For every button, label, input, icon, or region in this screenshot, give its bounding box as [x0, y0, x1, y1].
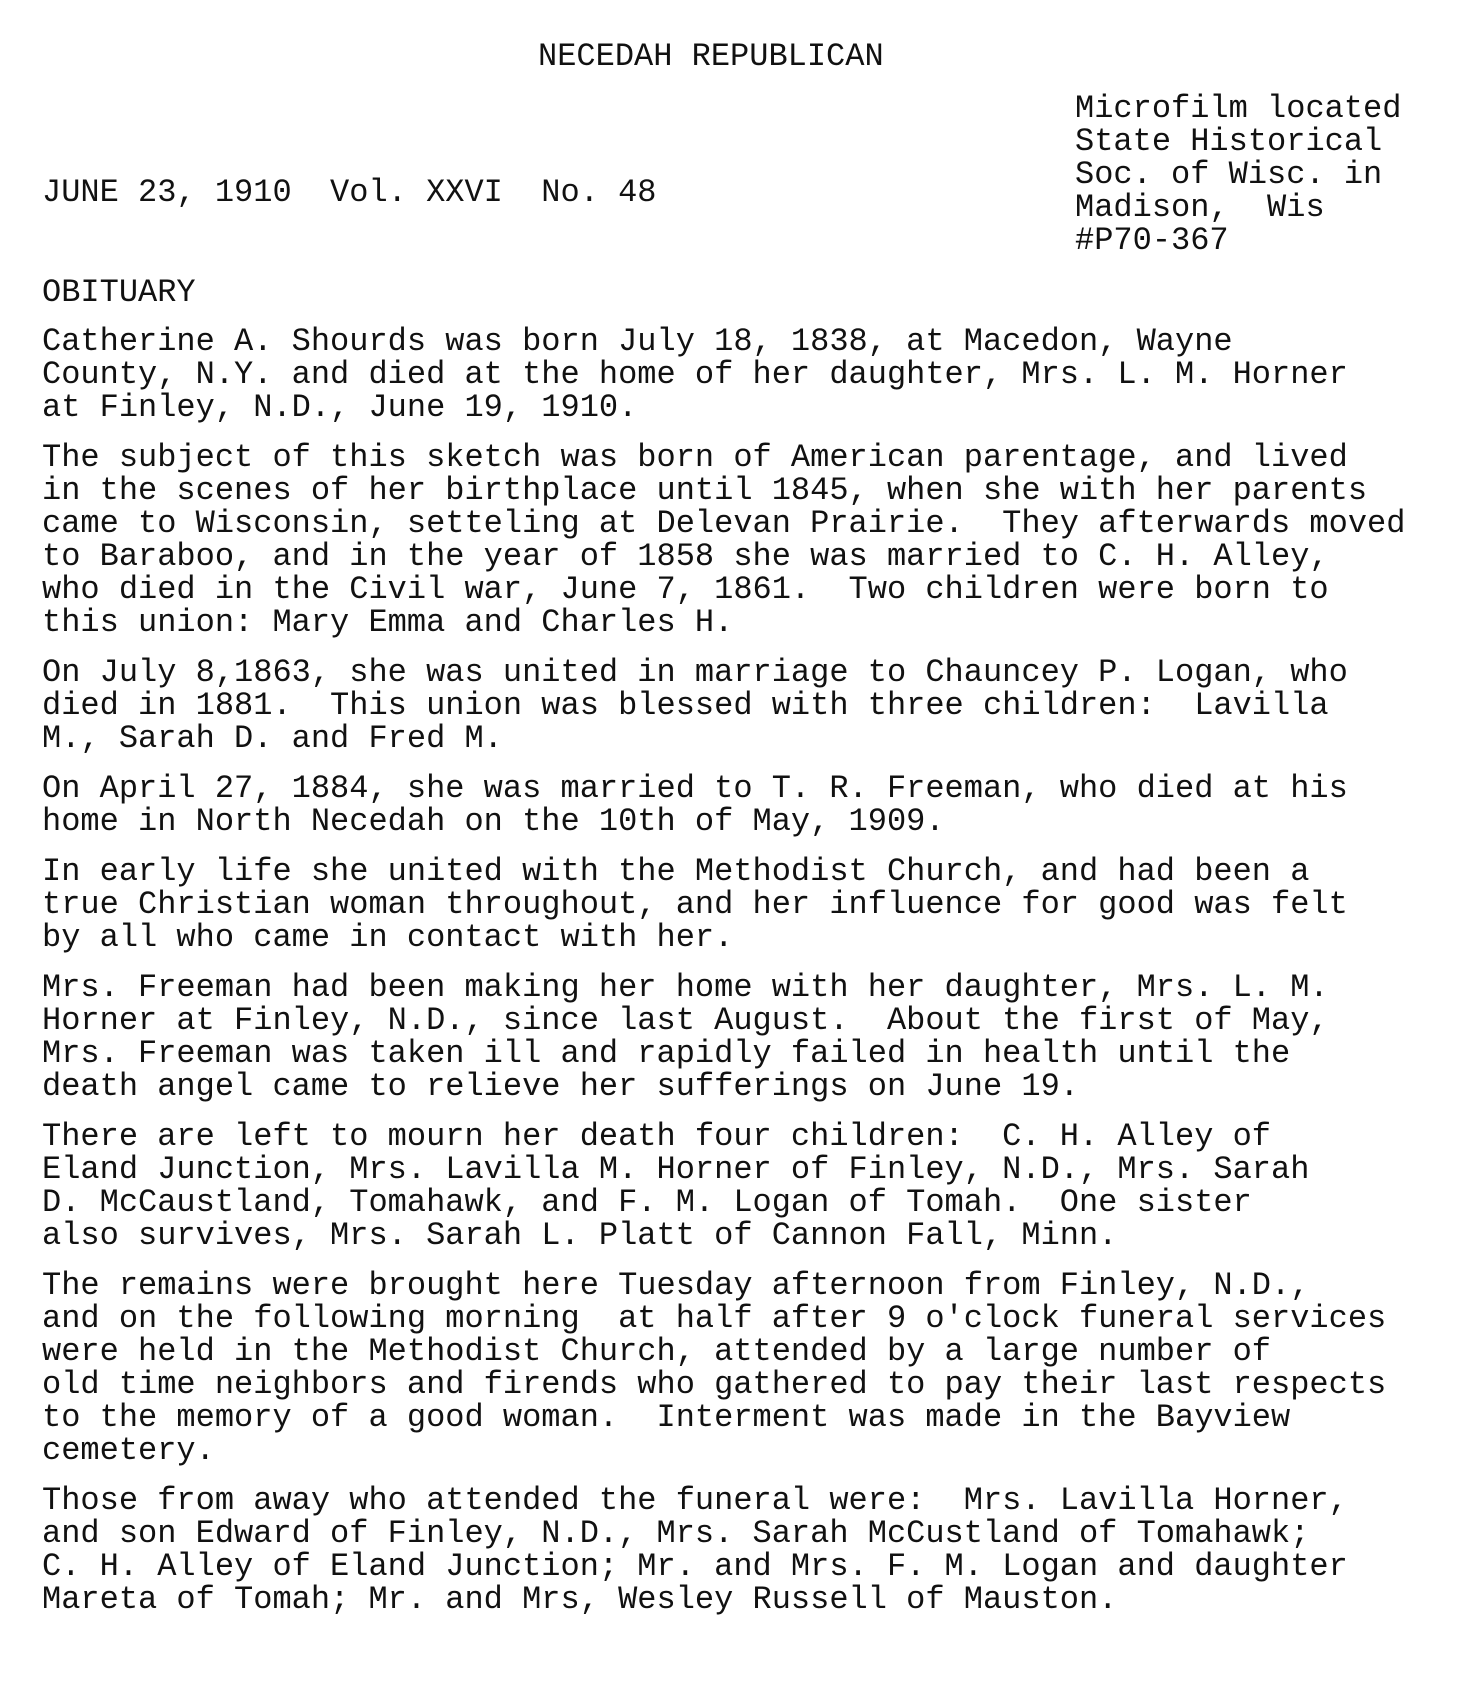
source-note-line: #P70-367	[1075, 222, 1229, 259]
issue-volume: Vol. XXVI	[330, 174, 503, 211]
paragraph-line: at Finley, N.D., June 19, 1910.	[42, 389, 638, 426]
microfilm-source-note	[1075, 92, 1401, 257]
paragraph-line: Mrs. Freeman was taken ill and rapidly failed in health until the	[42, 1035, 1291, 1072]
issue-line	[42, 176, 657, 209]
paragraph-line: to the memory of a good woman. Interment was made in the Bayview	[42, 1399, 1291, 1436]
obituary-paragraph	[42, 441, 1472, 639]
paragraph-line: There are left to mourn her death four children: C. H. Alley of	[42, 1118, 1271, 1155]
source-note-line: Madison, Wis	[1075, 189, 1325, 226]
obituary-body	[42, 325, 1472, 1633]
paragraph-line: D. McCaustland, Tomahawk, and F. M. Logan of Tomah. One sister	[42, 1184, 1252, 1221]
issue-number: No. 48	[541, 174, 657, 211]
source-note-line: State Historical	[1075, 123, 1383, 160]
paragraph-line: old time neighbors and firends who gathered to pay their last respects	[42, 1366, 1387, 1403]
obituary-paragraph	[42, 855, 1472, 954]
paragraph-line: true Christian woman throughout, and her influence for good was felt	[42, 886, 1348, 923]
paragraph-line: On July 8,1863, she was united in marriage to Chauncey P. Logan, who	[42, 654, 1348, 691]
paragraph-line: Eland Junction, Mrs. Lavilla M. Horner of Finley, N.D., Mrs. Sarah	[42, 1151, 1310, 1188]
paragraph-line: home in North Necedah on the 10th of May, 1909.	[42, 803, 945, 840]
paragraph-line: Catherine A. Shourds was born July 18, 1838, at Macedon, Wayne	[42, 323, 1233, 360]
paragraph-line: this union: Mary Emma and Charles H.	[42, 604, 734, 641]
paragraph-line: C. H. Alley of Eland Junction; Mr. and Mrs. F. M. Logan and daughter	[42, 1548, 1348, 1585]
paragraph-line: In early life she united with the Methodist Church, and had been a	[42, 853, 1310, 890]
paragraph-line: by all who came in contact with her.	[42, 919, 734, 956]
source-note-line: Microfilm located	[1075, 90, 1402, 127]
paragraph-line: were held in the Methodist Church, attended by a large number of	[42, 1333, 1271, 1370]
paragraph-line: and son Edward of Finley, N.D., Mrs. Sarah McCustland of Tomahawk;	[42, 1515, 1310, 1552]
obituary-paragraph	[42, 1120, 1472, 1252]
paragraph-line: died in 1881. This union was blessed with three children: Lavilla	[42, 687, 1329, 724]
section-heading: OBITUARY	[42, 274, 196, 311]
paragraph-line: The subject of this sketch was born of American parentage, and lived	[42, 439, 1348, 476]
paragraph-line: and on the following morning at half after 9 o'clock funeral services	[42, 1300, 1387, 1337]
paragraph-line: On April 27, 1884, she was married to T. R. Freeman, who died at his	[42, 770, 1348, 807]
paragraph-line: who died in the Civil war, June 7, 1861. Two children were born to	[42, 571, 1329, 608]
paragraph-line: cemetery.	[42, 1432, 215, 1469]
paragraph-line: Horner at Finley, N.D., since last August. About the first of May,	[42, 1002, 1329, 1039]
paragraph-line: M., Sarah D. and Fred M.	[42, 720, 503, 757]
paragraph-line: in the scenes of her birthplace until 1845, when she with her parents	[42, 472, 1368, 509]
obituary-paragraph	[42, 325, 1472, 424]
paragraph-line: also survives, Mrs. Sarah L. Platt of Cannon Fall, Minn.	[42, 1217, 1118, 1254]
paragraph-line: Those from away who attended the funeral were: Mrs. Lavilla Horner,	[42, 1482, 1348, 1519]
issue-date: JUNE 23, 1910	[42, 174, 292, 211]
paragraph-line: County, N.Y. and died at the home of her daughter, Mrs. L. M. Horner	[42, 356, 1348, 393]
paragraph-line: came to Wisconsin, setteling at Delevan Prairie. They afterwards moved	[42, 505, 1406, 542]
paragraph-line: Mareta of Tomah; Mr. and Mrs, Wesley Russell of Mauston.	[42, 1581, 1118, 1618]
obituary-paragraph	[42, 656, 1472, 755]
obituary-paragraph	[42, 1484, 1472, 1616]
obituary-paragraph	[42, 1269, 1472, 1467]
paragraph-line: to Baraboo, and in the year of 1858 she was married to C. H. Alley,	[42, 538, 1329, 575]
paragraph-line: death angel came to relieve her sufferings on June 19.	[42, 1068, 1079, 1105]
newspaper-masthead: NECEDAH REPUBLICAN	[538, 38, 884, 75]
paragraph-line: Mrs. Freeman had been making her home with her daughter, Mrs. L. M.	[42, 969, 1329, 1006]
obituary-paragraph	[42, 971, 1472, 1103]
obituary-paragraph	[42, 772, 1472, 838]
paragraph-line: The remains were brought here Tuesday afternoon from Finley, N.D.,	[42, 1267, 1310, 1304]
source-note-line: Soc. of Wisc. in	[1075, 156, 1383, 193]
